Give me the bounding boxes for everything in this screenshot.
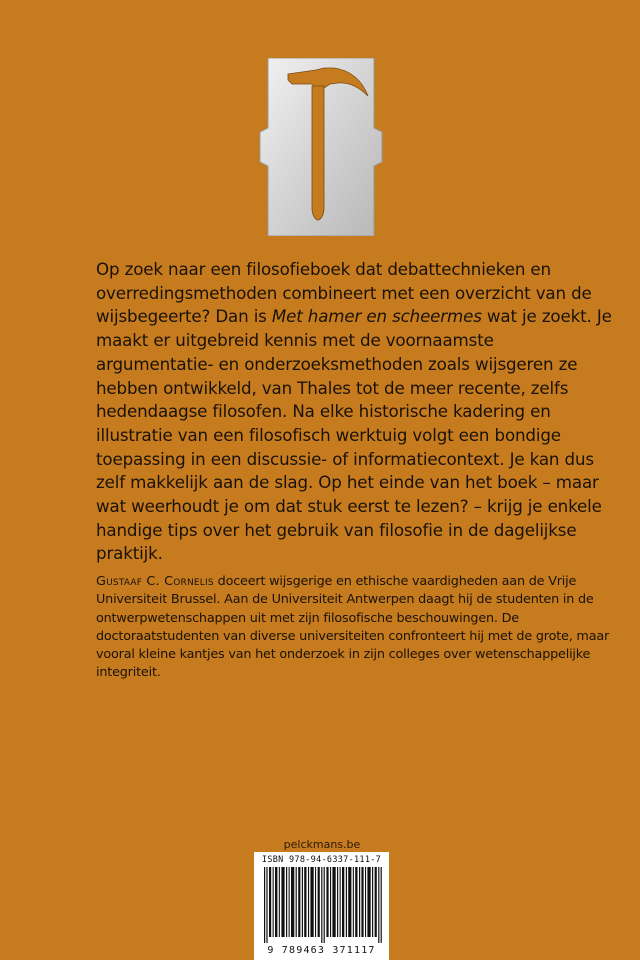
hammer-razor-icon [258, 58, 384, 236]
author-bio [96, 573, 616, 683]
ean-digits: 9 789463 371117 [267, 945, 376, 956]
book-title: Met hamer en scheermes [271, 306, 482, 327]
barcode-bars [264, 867, 382, 943]
blurb-part1: Op zoek naar een filosofieboek dat debattechnieken en overredingsmethoden combineert met een overzicht van de wijsbegeerte? Dan is [96, 259, 592, 327]
blurb-part2: wat je zoekt. Je maakt er uitgebreid kennis met de voornaamste argumentatie- en onderzoeksmethoden zoals wijsgeren ze hebben ontwikkeld, van Thales tot de meer recente, zelfs hedendaagse filosofen. Na elke historische kadering en illustratie van een filosofisch werktuig volgt een bondige toepassing in een discussie- of informatiecontext. Je kan dus zelf makkelijk aan de slag. Op het einde van het boek – maar wat weerhoudt je om dat stuk eerst te lezen? – krijg je enkele handige tips over het gebruik van filosofie in de dagelijkse praktijk. [96, 306, 612, 564]
cover-logo [258, 58, 384, 236]
blurb-text [96, 258, 616, 566]
author-name: Gustaaf C. Cornelis [96, 574, 214, 589]
barcode [254, 852, 389, 960]
isbn-label: ISBN 978-94-6337-111-7 [261, 855, 382, 865]
publisher-url: pelckmans.be [283, 838, 361, 851]
bio-text: doceert wijsgerige en ethische vaardigheden aan de Vrije Universiteit Brussel. Aan de Universiteit Antwerpen daagt hij de studenten in de ontwerpwetenschappen uit met zijn filosofische beschouwingen. De doctoraatstudenten van diverse universiteiten confronteert hij met de grote, maar vooral kleine kantjes van het onderzoek in zijn colleges over wetenschappelijke integriteit. [96, 574, 610, 681]
